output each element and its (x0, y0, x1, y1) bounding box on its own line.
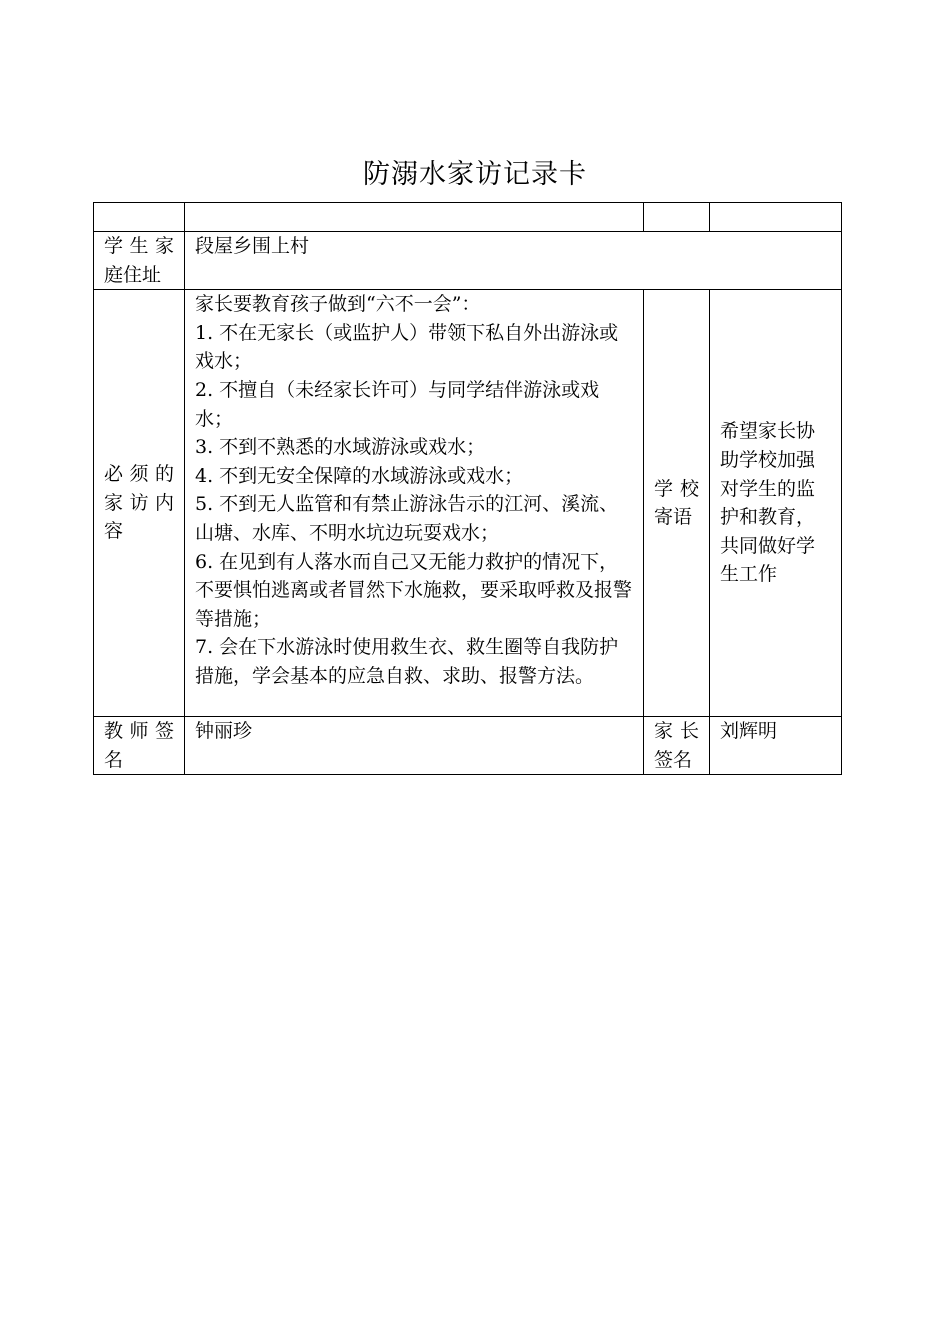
empty-cell (185, 203, 644, 232)
signature-row (94, 717, 842, 775)
content-item-1: 1. 不在无家长（或监护人）带领下私自外出游泳或戏水； (195, 321, 619, 373)
content-item-2: 2. 不擅自（未经家长许可）与同学结伴游泳或戏水； (195, 378, 600, 430)
parent-signature-label: 家长签名 (644, 717, 710, 775)
empty-cell (710, 203, 842, 232)
content-item-5: 5. 不到无人监管和有禁止游泳告示的江河、溪流、山塘、水库、不明水坑边玩耍戏水； (195, 493, 619, 544)
address-label: 学生家庭住址 (94, 232, 185, 290)
content-intro: 家长要教育孩子做到“六不一会”： (195, 293, 481, 316)
visit-content-cell (185, 290, 644, 717)
school-message-value: 希望家长协助学校加强对学生的监护和教育，共同做好学生工作 (710, 290, 842, 717)
teacher-signature-label: 教师签名 (94, 717, 185, 775)
visit-content-row (94, 290, 842, 717)
content-item-7: 7. 会在下水游泳时使用救生衣、救生圈等自我防护措施，学会基本的应急自救、求助、报警方法。 (195, 636, 619, 687)
address-row (94, 232, 842, 290)
content-item-4: 4. 不到无安全保障的水域游泳或戏水； (195, 464, 524, 487)
content-item-3: 3. 不到不熟悉的水域游泳或戏水； (195, 436, 486, 459)
document-title: 防溺水家访记录卡 (363, 159, 587, 190)
content-item-6: 6. 在见到有人落水而自己又无能力救护的情况下，不要惧怕逃离或者冒然下水施救，要采取呼救及报警等措施； (195, 550, 633, 630)
empty-cell (94, 203, 185, 232)
home-visit-record-table (93, 202, 842, 775)
visit-content-label: 必须的家访内容 (94, 290, 185, 717)
teacher-signature-value: 钟丽珍 (185, 717, 644, 775)
address-value: 段屋乡围上村 (185, 232, 842, 290)
header-row-empty (94, 203, 842, 232)
school-message-label: 学校寄语 (644, 290, 710, 717)
empty-cell (644, 203, 710, 232)
parent-signature-value: 刘辉明 (710, 717, 842, 775)
